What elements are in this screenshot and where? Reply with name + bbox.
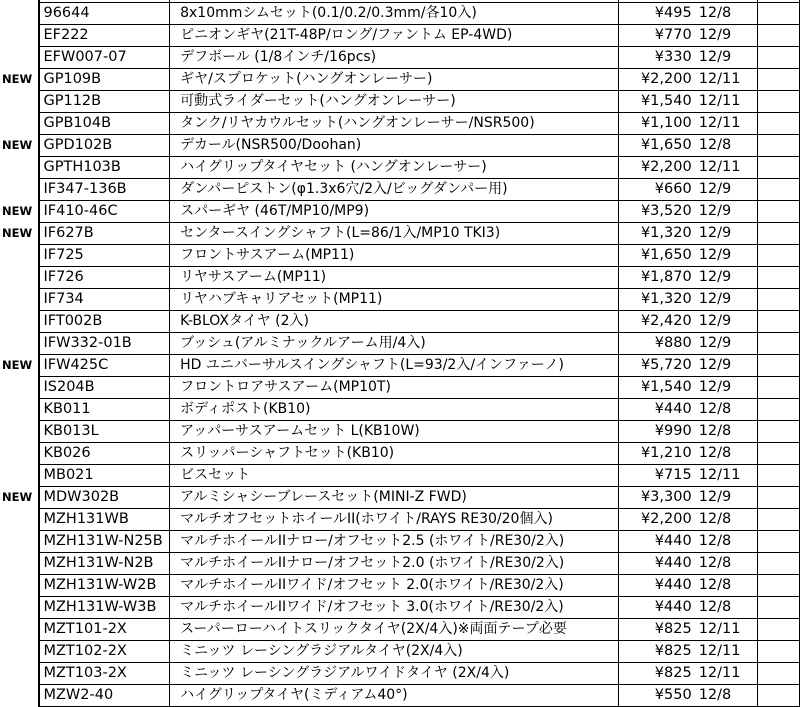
new-badge xyxy=(0,619,39,641)
new-badge xyxy=(0,685,39,707)
empty-column-cell xyxy=(758,113,800,135)
new-badge xyxy=(0,245,39,267)
new-badge xyxy=(0,399,39,421)
new-badge xyxy=(0,91,39,113)
table-row xyxy=(0,201,800,223)
empty-column-cell xyxy=(758,91,800,113)
part-code: MZH131W-N2B xyxy=(39,553,169,575)
empty-column-cell xyxy=(758,531,800,553)
release-date: 12/9 xyxy=(696,377,758,399)
part-code: EF222 xyxy=(39,25,169,47)
part-price: ¥1,650 xyxy=(618,135,695,157)
table-row xyxy=(0,399,800,421)
part-price: ¥440 xyxy=(618,575,695,597)
part-name: ハイグリップタイヤ(ミディアム40°) xyxy=(170,685,619,707)
part-name: ボディポスト(KB10) xyxy=(170,399,619,421)
new-badge xyxy=(0,179,39,201)
table-row xyxy=(0,289,800,311)
release-date: 12/8 xyxy=(696,3,758,25)
part-price: ¥3,520 xyxy=(618,201,695,223)
table-row xyxy=(0,47,800,69)
part-price: ¥1,320 xyxy=(618,289,695,311)
new-badge xyxy=(0,641,39,663)
part-name: ビスセット xyxy=(170,465,619,487)
empty-column-cell xyxy=(758,179,800,201)
release-date: 12/8 xyxy=(696,509,758,531)
release-date: 12/8 xyxy=(696,597,758,619)
table-row xyxy=(0,421,800,443)
part-name: リヤサスアーム(MP11) xyxy=(170,267,619,289)
new-badge: NEW xyxy=(2,204,33,218)
table-row xyxy=(0,575,800,597)
new-badge xyxy=(0,3,39,25)
new-badge xyxy=(0,531,39,553)
part-code: MZH131W-W2B xyxy=(39,575,169,597)
new-badge xyxy=(0,289,39,311)
part-name: スパーギヤ (46T/MP10/MP9) xyxy=(170,201,619,223)
release-date: 12/8 xyxy=(696,135,758,157)
release-date: 12/8 xyxy=(696,553,758,575)
empty-column-cell xyxy=(758,685,800,707)
part-code: IFT002B xyxy=(39,311,169,333)
table-row xyxy=(0,377,800,399)
part-price: ¥1,320 xyxy=(618,223,695,245)
part-name: 可動式ライダーセット(ハングオンレーサー) xyxy=(170,91,619,113)
empty-column-cell xyxy=(758,135,800,157)
part-name: ミニッツ レーシングラジアルワイドタイヤ (2X/4入) xyxy=(170,663,619,685)
release-date: 12/8 xyxy=(696,399,758,421)
new-badge xyxy=(0,663,39,685)
part-price: ¥1,650 xyxy=(618,245,695,267)
part-name: ブッシュ(アルミナックルアーム用/4入) xyxy=(170,333,619,355)
empty-column-cell xyxy=(758,3,800,25)
part-code: GP109B xyxy=(39,69,169,91)
empty-column-cell xyxy=(758,465,800,487)
empty-column-cell xyxy=(758,333,800,355)
table-row xyxy=(0,135,800,157)
table-row xyxy=(0,311,800,333)
part-name: スリッパーシャフトセット(KB10) xyxy=(170,443,619,465)
part-name: リヤハブキャリアセット(MP11) xyxy=(170,289,619,311)
part-price: ¥1,210 xyxy=(618,443,695,465)
table-row xyxy=(0,91,800,113)
empty-column-cell xyxy=(758,245,800,267)
part-code: GPD102B xyxy=(39,135,169,157)
part-price: ¥330 xyxy=(618,47,695,69)
release-date: 12/8 xyxy=(696,531,758,553)
empty-column-cell xyxy=(758,487,800,509)
empty-column-cell xyxy=(758,509,800,531)
part-price: ¥440 xyxy=(618,553,695,575)
part-price: ¥825 xyxy=(618,641,695,663)
new-badge xyxy=(0,597,39,619)
table-row xyxy=(0,641,800,663)
table-row xyxy=(0,223,800,245)
part-code: MZW2-40 xyxy=(39,685,169,707)
part-code: IFW332-01B xyxy=(39,333,169,355)
release-date: 12/11 xyxy=(696,113,758,135)
part-name: マルチホイールIIナロー/オフセット2.5 (ホワイト/RE30/2入) xyxy=(170,531,619,553)
part-price: ¥440 xyxy=(618,531,695,553)
empty-column-cell xyxy=(758,641,800,663)
table-row xyxy=(0,509,800,531)
part-code: EFW007-07 xyxy=(39,47,169,69)
new-badge: NEW xyxy=(2,138,33,152)
new-badge xyxy=(0,25,39,47)
part-name: ダンパーピストン(φ1.3x6穴/2入/ビッグダンパー用) xyxy=(170,179,619,201)
part-price: ¥440 xyxy=(618,399,695,421)
part-name: フロントロアサスアーム(MP10T) xyxy=(170,377,619,399)
empty-column-cell xyxy=(758,553,800,575)
new-badge: NEW xyxy=(2,72,33,86)
part-name: デカール(NSR500/Doohan) xyxy=(170,135,619,157)
part-price: ¥2,200 xyxy=(618,157,695,179)
release-date: 12/11 xyxy=(696,619,758,641)
part-name: マルチオフセットホイールII(ホワイト/RAYS RE30/20個入) xyxy=(170,509,619,531)
part-code: MZT102-2X xyxy=(39,641,169,663)
part-name: タンク/リヤカウルセット(ハングオンレーサー/NSR500) xyxy=(170,113,619,135)
part-price: ¥2,420 xyxy=(618,311,695,333)
part-price: ¥715 xyxy=(618,465,695,487)
new-badge xyxy=(0,465,39,487)
new-badge xyxy=(0,553,39,575)
table-row xyxy=(0,531,800,553)
part-code: IF347-136B xyxy=(39,179,169,201)
part-price: ¥880 xyxy=(618,333,695,355)
part-code: KB026 xyxy=(39,443,169,465)
table-row xyxy=(0,69,800,91)
release-date: 12/11 xyxy=(696,465,758,487)
table-row xyxy=(0,619,800,641)
table-row xyxy=(0,3,800,25)
new-badge xyxy=(0,157,39,179)
part-price: ¥770 xyxy=(618,25,695,47)
empty-column-cell xyxy=(758,597,800,619)
part-price: ¥3,300 xyxy=(618,487,695,509)
part-price: ¥440 xyxy=(618,597,695,619)
part-name: デフボール (1/8インチ/16pcs) xyxy=(170,47,619,69)
part-code: MZH131WB xyxy=(39,509,169,531)
part-code: MZH131W-W3B xyxy=(39,597,169,619)
table-row xyxy=(0,355,800,377)
part-price: ¥5,720 xyxy=(618,355,695,377)
part-name: 8x10mmシムセット(0.1/0.2/0.3mm/各10入) xyxy=(170,3,619,25)
empty-column-cell xyxy=(758,267,800,289)
part-name: フロントサスアーム(MP11) xyxy=(170,245,619,267)
empty-column-cell xyxy=(758,443,800,465)
new-badge xyxy=(0,333,39,355)
release-date: 12/9 xyxy=(696,487,758,509)
part-code: IF725 xyxy=(39,245,169,267)
release-date: 12/11 xyxy=(696,641,758,663)
release-date: 12/9 xyxy=(696,223,758,245)
release-date: 12/11 xyxy=(696,69,758,91)
new-badge xyxy=(0,377,39,399)
part-code: GPB104B xyxy=(39,113,169,135)
part-price: ¥660 xyxy=(618,179,695,201)
table-row xyxy=(0,553,800,575)
new-badge xyxy=(0,443,39,465)
part-name: ミニッツ レーシングラジアルタイヤ(2X/4入) xyxy=(170,641,619,663)
part-name: ギヤ/スプロケット(ハングオンレーサー) xyxy=(170,69,619,91)
table-row xyxy=(0,597,800,619)
empty-column-cell xyxy=(758,311,800,333)
part-code: KB013L xyxy=(39,421,169,443)
part-code: IF734 xyxy=(39,289,169,311)
part-code: KB011 xyxy=(39,399,169,421)
table-row xyxy=(0,685,800,707)
empty-column-cell xyxy=(758,399,800,421)
part-price: ¥1,100 xyxy=(618,113,695,135)
part-code: MDW302B xyxy=(39,487,169,509)
table-row xyxy=(0,245,800,267)
part-name: マルチホイールIIワイド/オフセット 3.0(ホワイト/RE30/2入) xyxy=(170,597,619,619)
new-badge xyxy=(0,113,39,135)
part-name: センタースイングシャフト(L=86/1入/MP10 TKI3) xyxy=(170,223,619,245)
part-price: ¥1,540 xyxy=(618,377,695,399)
part-price: ¥2,200 xyxy=(618,69,695,91)
part-name: マルチホイールIIワイド/オフセット 2.0(ホワイト/RE30/2入) xyxy=(170,575,619,597)
new-badge xyxy=(0,509,39,531)
release-date: 12/8 xyxy=(696,685,758,707)
part-code: IF627B xyxy=(39,223,169,245)
new-badge xyxy=(0,47,39,69)
release-date: 12/9 xyxy=(696,25,758,47)
release-date: 12/9 xyxy=(696,47,758,69)
part-name: ハイグリップタイヤセット (ハングオンレーサー) xyxy=(170,157,619,179)
release-date: 12/9 xyxy=(696,333,758,355)
release-date: 12/9 xyxy=(696,267,758,289)
release-date: 12/9 xyxy=(696,201,758,223)
part-name: HD ユニバーサルスイングシャフト(L=93/2入/インファーノ) xyxy=(170,355,619,377)
new-badge xyxy=(0,267,39,289)
part-price: ¥550 xyxy=(618,685,695,707)
part-price: ¥2,200 xyxy=(618,509,695,531)
release-date: 12/11 xyxy=(696,663,758,685)
empty-column-cell xyxy=(758,355,800,377)
table-row xyxy=(0,157,800,179)
release-date: 12/8 xyxy=(696,575,758,597)
empty-column-cell xyxy=(758,47,800,69)
empty-column-cell xyxy=(758,421,800,443)
release-date: 12/9 xyxy=(696,289,758,311)
table-row xyxy=(0,113,800,135)
empty-column-cell xyxy=(758,289,800,311)
new-badge xyxy=(0,421,39,443)
table-row xyxy=(0,25,800,47)
new-badge xyxy=(0,311,39,333)
part-name: K-BLOXタイヤ (2入) xyxy=(170,311,619,333)
new-badge xyxy=(0,575,39,597)
part-price: ¥1,870 xyxy=(618,267,695,289)
table-row xyxy=(0,179,800,201)
empty-column-cell xyxy=(758,377,800,399)
part-name: スーパーローハイトスリックタイヤ(2X/4入)※両面テープ必要 xyxy=(170,619,619,641)
table-row xyxy=(0,333,800,355)
part-code: MZT103-2X xyxy=(39,663,169,685)
part-code: 96644 xyxy=(39,3,169,25)
part-price: ¥825 xyxy=(618,619,695,641)
part-code: IS204B xyxy=(39,377,169,399)
part-name: ピニオンギヤ(21T-48P/ロング/ファントム EP-4WD) xyxy=(170,25,619,47)
release-date: 12/11 xyxy=(696,157,758,179)
release-date: 12/8 xyxy=(696,443,758,465)
new-badge: NEW xyxy=(2,226,33,240)
release-date: 12/11 xyxy=(696,91,758,113)
new-badge: NEW xyxy=(2,358,33,372)
new-badge: NEW xyxy=(2,490,33,504)
empty-column-cell xyxy=(758,663,800,685)
part-code: MB021 xyxy=(39,465,169,487)
release-date: 12/9 xyxy=(696,355,758,377)
part-name: アルミシャシーブレースセット(MINI-Z FWD) xyxy=(170,487,619,509)
part-code: MZH131W-N25B xyxy=(39,531,169,553)
release-date: 12/9 xyxy=(696,311,758,333)
part-code: IF410-46C xyxy=(39,201,169,223)
empty-column-cell xyxy=(758,201,800,223)
empty-column-cell xyxy=(758,69,800,91)
part-code: GP112B xyxy=(39,91,169,113)
empty-column-cell xyxy=(758,619,800,641)
table-row xyxy=(0,267,800,289)
table-row xyxy=(0,487,800,509)
release-date: 12/9 xyxy=(696,179,758,201)
part-price: ¥990 xyxy=(618,421,695,443)
table-row xyxy=(0,663,800,685)
part-price: ¥1,540 xyxy=(618,91,695,113)
empty-column-cell xyxy=(758,25,800,47)
table-row xyxy=(0,465,800,487)
release-date: 12/8 xyxy=(696,421,758,443)
table-row xyxy=(0,443,800,465)
part-code: MZT101-2X xyxy=(39,619,169,641)
part-price: ¥825 xyxy=(618,663,695,685)
part-name: アッパーサスアームセット L(KB10W) xyxy=(170,421,619,443)
part-price: ¥495 xyxy=(618,3,695,25)
empty-column-cell xyxy=(758,157,800,179)
release-date: 12/9 xyxy=(696,245,758,267)
part-name: マルチホイールIIナロー/オフセット2.0 (ホワイト/RE30/2入) xyxy=(170,553,619,575)
empty-column-cell xyxy=(758,575,800,597)
part-code: GPTH103B xyxy=(39,157,169,179)
empty-column-cell xyxy=(758,223,800,245)
part-code: IFW425C xyxy=(39,355,169,377)
part-code: IF726 xyxy=(39,267,169,289)
